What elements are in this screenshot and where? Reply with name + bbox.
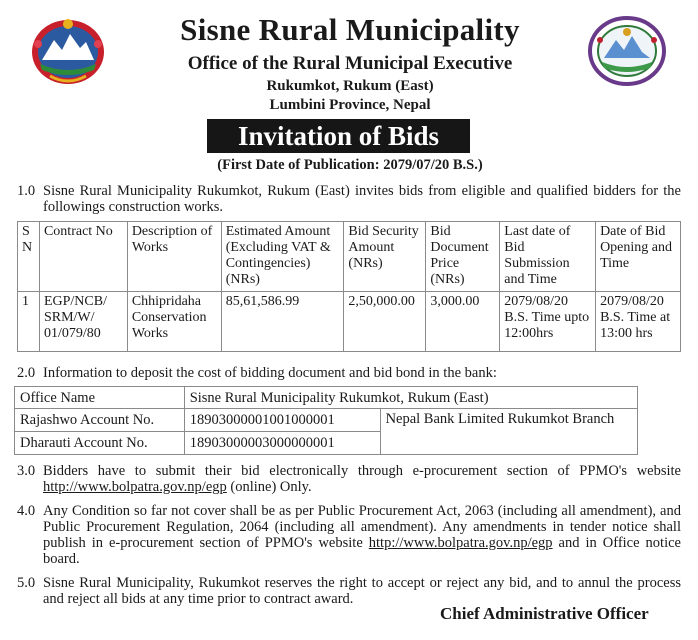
section-1-number: 1.0 <box>17 183 36 199</box>
table-row <box>15 387 638 409</box>
cell-contract-no: EGP/NCB/ SRM/W/ 01/079/80 <box>39 292 127 352</box>
bolpatra-link[interactable]: http://www.bolpatra.gov.np/egp <box>368 535 553 551</box>
header-description: Description of Works <box>127 222 221 292</box>
cell-bid-security: 2,50,000.00 <box>344 292 426 352</box>
office-name: Office of the Rural Municipal Executive <box>187 53 513 74</box>
section-4-text-after: and in Office notice board. <box>43 535 681 567</box>
signature-title: Chief Administrative Officer <box>440 604 649 623</box>
header-estimated-amount: Estimated Amount (Excluding VAT & Contingencies) (NRs) <box>221 222 344 292</box>
location-line-2: Lumbini Province, Nepal <box>269 97 431 113</box>
section-5-number: 5.0 <box>17 575 36 591</box>
cell-estimated-amount: 85,61,586.99 <box>221 292 344 352</box>
section-5-text: Sisne Rural Municipality, Rukumkot reserves the right to accept or reject any bid, and to annul the process and reject all bids at any time prior to contract award. <box>43 575 681 607</box>
section-4-text-before: Any Condition so far not cover shall be as per Public Procurement Act, 2063 (including all amendment), and Public Procurement Regulation, 2064 (including all amendment). Any amendments in tender notice shall publish in e-procurement section of PPMO's website <box>43 503 681 551</box>
header-opening-date: Date of Bid Opening and Time <box>596 222 681 292</box>
header-submission-deadline: Last date of Bid Submission and Time <box>500 222 596 292</box>
header-sn: S N <box>18 222 40 292</box>
dharauti-value: 18903000003000000001 <box>184 432 380 455</box>
sisne-municipality-logo-icon <box>588 16 666 86</box>
bank-name: Nepal Bank Limited Rukumkot Branch <box>380 409 637 455</box>
bank-table <box>14 386 638 455</box>
cell-sn: 1 <box>18 292 40 352</box>
section-3-text <box>43 463 681 495</box>
section-3-text-after: (online) Only. <box>226 479 312 495</box>
rajashwo-value: 18903000001001000001 <box>184 409 380 432</box>
section-2-number: 2.0 <box>17 365 36 381</box>
section-4-number: 4.0 <box>17 503 36 519</box>
municipality-title: Sisne Rural Municipality <box>180 12 520 47</box>
section-4-text <box>43 503 681 567</box>
location-line-1: Rukumkot, Rukum (East) <box>266 78 434 94</box>
header-bid-security: Bid Security Amount (NRs) <box>344 222 426 292</box>
table-row <box>18 292 681 352</box>
publication-date: (First Date of Publication: 2079/07/20 B.S.) <box>217 157 483 173</box>
cell-submission-deadline: 2079/08/20 B.S. Time upto 12:00hrs <box>500 292 596 352</box>
section-3-text-before: Bidders have to submit their bid electronically through e-procurement section of PPMO's website <box>43 463 681 479</box>
table-row <box>15 409 638 432</box>
section-1-text: Sisne Rural Municipality Rukumkot, Rukum (East) invites bids from eligible and qualified bidders for the followings construction works. <box>43 183 681 215</box>
bid-table-header-row <box>18 222 681 292</box>
nepal-government-emblem-icon <box>28 14 108 86</box>
header-document-price: Bid Document Price (NRs) <box>426 222 500 292</box>
cell-document-price: 3,000.00 <box>426 292 500 352</box>
rajashwo-label: Rajashwo Account No. <box>15 409 185 432</box>
bid-table <box>17 221 681 352</box>
bolpatra-link[interactable]: http://www.bolpatra.gov.np/egp <box>43 479 227 495</box>
section-3-number: 3.0 <box>17 463 36 479</box>
office-label: Office Name <box>15 387 185 409</box>
office-value: Sisne Rural Municipality Rukumkot, Rukum (East) <box>184 387 637 409</box>
dharauti-label: Dharauti Account No. <box>15 432 185 455</box>
cell-opening-date: 2079/08/20 B.S. Time at 13:00 hrs <box>596 292 681 352</box>
header-contract-no: Contract No <box>39 222 127 292</box>
invitation-banner: Invitation of Bids <box>207 119 470 153</box>
section-2-text: Information to deposit the cost of bidding document and bid bond in the bank: <box>43 365 497 381</box>
cell-description: Chhipridaha Conservation Works <box>127 292 221 352</box>
